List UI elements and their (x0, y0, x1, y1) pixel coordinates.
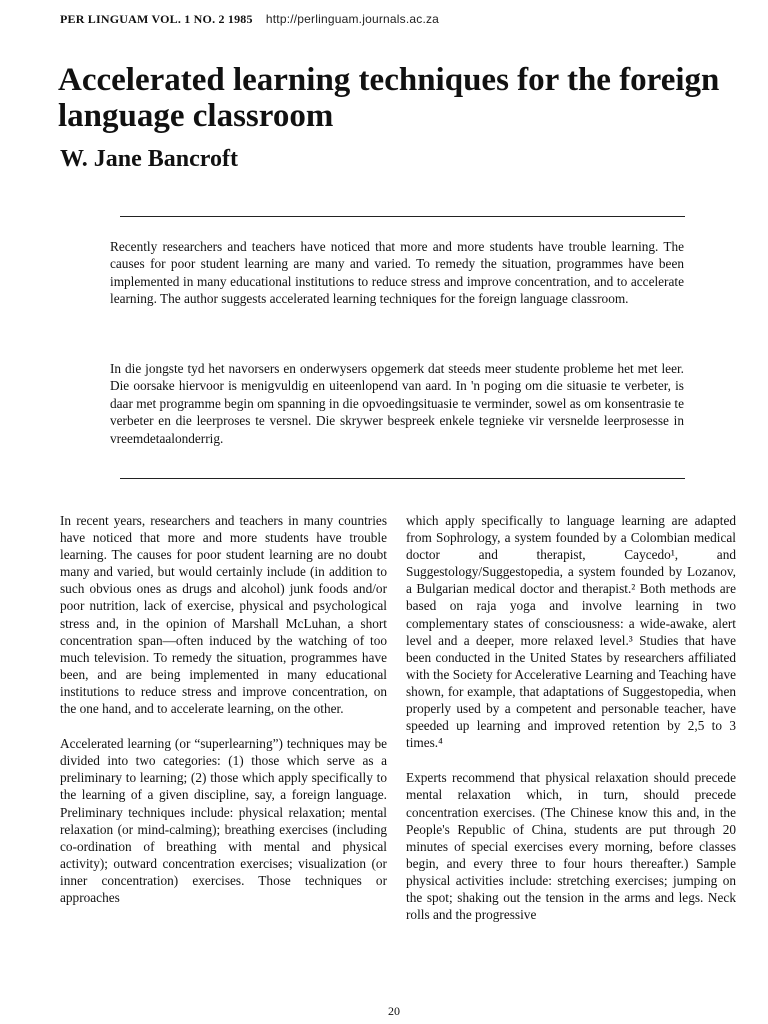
article-author: W. Jane Bancroft (60, 146, 239, 172)
journal-citation: PER LINGUAM VOL. 1 NO. 2 1985 (60, 12, 253, 26)
bottom-divider (120, 478, 685, 479)
abstract-afrikaans: In die jongste tyd het navorsers en onderwysers opgemerk dat steeds meer studente probleme het met leer. Die oorsake hiervoor is menigvuldig en uiteenlopend van aard. In 'n poging om die situasie te verbeter, is daar met programme begin om spanning in die opvoedingsituasie te verminder, sowel as om konsentrasie te verbeter en die leerproses te versnel. Die skrywer bespreek enkele tegnieke vir versnelde leerprosesse in vreemdetaalonderrig. (110, 361, 684, 446)
body-paragraph: Accelerated learning (or “superlearning”) techniques may be divided into two categories: (1) those which serve as a preliminary to learning; (2) those which apply specifically to the learning of a given discipline, say, a foreign language. Preliminary techniques include: physical relaxation; mental relaxation (or mind-calming); breathing exercises (including co-ordination of breathing with mental and physical activity); outward concentration exercises; visualization (or inner concentration) exercises. Those techniques or approaches (60, 736, 387, 905)
body-paragraph: Experts recommend that physical relaxation should precede mental relaxation which, in turn, should precede concentration exercises. (The Chinese know this and, in the People's Republic of China, students are put through 20 minutes of special exercises every morning, before classes begin, and every three to four hours thereafter.) Sample physical activities include: stretching exercises; jumping on the spot; shaking out the tension in the arms and legs. Neck rolls and the progressive (406, 770, 736, 923)
page-number: 20 (388, 1004, 400, 1018)
top-divider (120, 216, 685, 217)
body-column-right (406, 512, 736, 941)
body-paragraph: which apply specifically to language learning are adapted from Sophrology, a system founded by a Colombian medical doctor and therapist, Caycedo¹, and Suggestology/Suggestopedia, a system founded by Lozanov, a Bulgarian medical doctor and therapist.² Both methods are based on raja yoga and involve learning in two complementary states of consciousness: a wide-awake, alert level and a deeper, more relaxed level.³ Studies that have been conducted in the United States by researchers affiliated with the Society for Accelerative Learning and Teaching have shown, for example, that adaptations of Suggestopedia, when properly used by a competent and personable teacher, have speeded up learning and improved retention by 2,5 to 3 times.⁴ (406, 513, 736, 751)
journal-url[interactable]: http://perlinguam.journals.ac.za (265, 12, 440, 26)
abstract-english: Recently researchers and teachers have noticed that more and more students have trouble learning. The causes for poor student learning are many and varied. To remedy the situation, programmes have been implemented in many educational institutions to reduce stress and improve concentration, and to accelerate learning. The author suggests accelerated learning techniques for the foreign language classroom. (110, 239, 684, 307)
article-title: Accelerated learning techniques for the foreign language classroom (58, 62, 720, 134)
body-column-left (60, 512, 387, 924)
body-paragraph: In recent years, researchers and teachers in many countries have noticed that more and more students have trouble learning. The causes for poor student learning are no doubt many and varied, but would certainly include (in addition to such obvious ones as drugs and alcohol) junk foods and/or poor nutrition, lack of exercise, physical and psychological stress and, in the opinion of Marshall McLuhan, a short concentration span—often induced by the watching of too much television. To remedy the situation, programmes have been, and are being implemented in many educational institutions to reduce stress and improve concentration, on the one hand, and to accelerate learning, on the other. (60, 513, 387, 717)
running-header (60, 12, 720, 27)
